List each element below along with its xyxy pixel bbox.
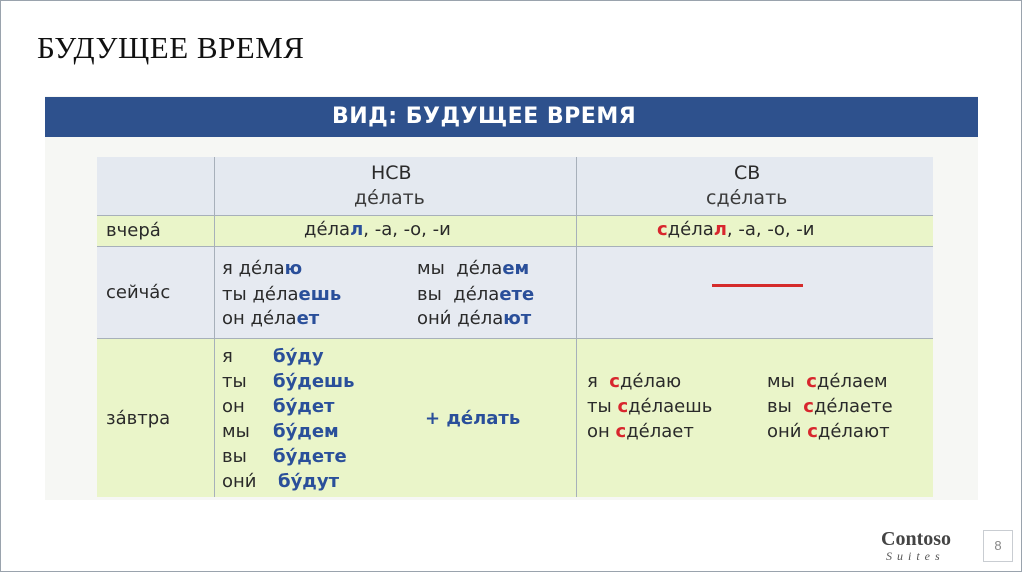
zavtra-byt-form: бу́дете [273,446,347,467]
zavtra-byt-form: я [222,346,233,367]
seichas-form: вы де́лаете [417,284,535,305]
seichas-form: я де́лаю [222,258,303,279]
header-sv-verb: сде́лать [706,187,788,209]
zavtra-byt-form: бу́дешь [273,371,355,392]
zavtra-sv-form: он сде́лает [587,421,694,442]
header-row [97,157,933,215]
zavtra-byt-form: мы [222,421,250,442]
zavtra-byt-form: он [222,396,245,417]
zavtra-byt-form: они́ [222,471,257,492]
seichas-form: он де́лает [222,308,320,329]
zavtra-sv-form: мы сде́лаем [767,371,888,392]
header-sv: СВ [734,162,761,184]
zavtra-byt-form: вы [222,446,247,467]
zavtra-byt-form: бу́дем [273,421,339,442]
header-nsv-verb: де́лать [354,187,425,209]
row-divider [97,338,933,339]
seichas-form: ты де́лаешь [222,284,342,305]
row-divider [97,246,933,247]
sv-no-present-dash [712,284,803,287]
column-divider [214,157,215,497]
zavtra-sv-form: они́ сде́лают [767,421,890,442]
table-banner: ВИД: БУДУЩЕЕ ВРЕМЯ [45,97,978,137]
vchera-sv-form: сде́лал, -а, -о, -и [657,219,815,240]
page-number: 8 [983,530,1013,562]
slide-title: БУДУЩЕЕ ВРЕМЯ [37,30,305,65]
zavtra-byt-form: бу́дут [278,471,340,492]
zavtra-sv-form: вы сде́лаете [767,396,893,417]
seichas-form: мы де́лаем [417,258,530,279]
zavtra-sv-form: я сде́лаю [587,371,682,392]
header-nsv: НСВ [371,162,412,184]
aspect-future-table [97,157,933,497]
seichas-form: они́ де́лают [417,308,532,329]
zavtra-byt-form: бу́ду [273,346,324,367]
row-label-vchera: вчера́ [106,220,161,241]
zavtra-sv-form: ты сде́лаешь [587,396,713,417]
zavtra-byt-form: ты [222,371,247,392]
zavtra-byt-form: бу́дет [273,396,335,417]
plus-infinitive: + де́лать [425,408,521,429]
vchera-nsv-form: де́лал, -а, -о, -и [304,219,451,240]
row-label-seichas: сейча́с [106,282,171,303]
brand-tagline: Suites [886,549,945,563]
row-label-zavtra: за́втра [106,408,171,429]
row-divider [97,215,933,216]
brand-logo: Contoso [881,528,952,550]
column-divider [576,157,577,497]
